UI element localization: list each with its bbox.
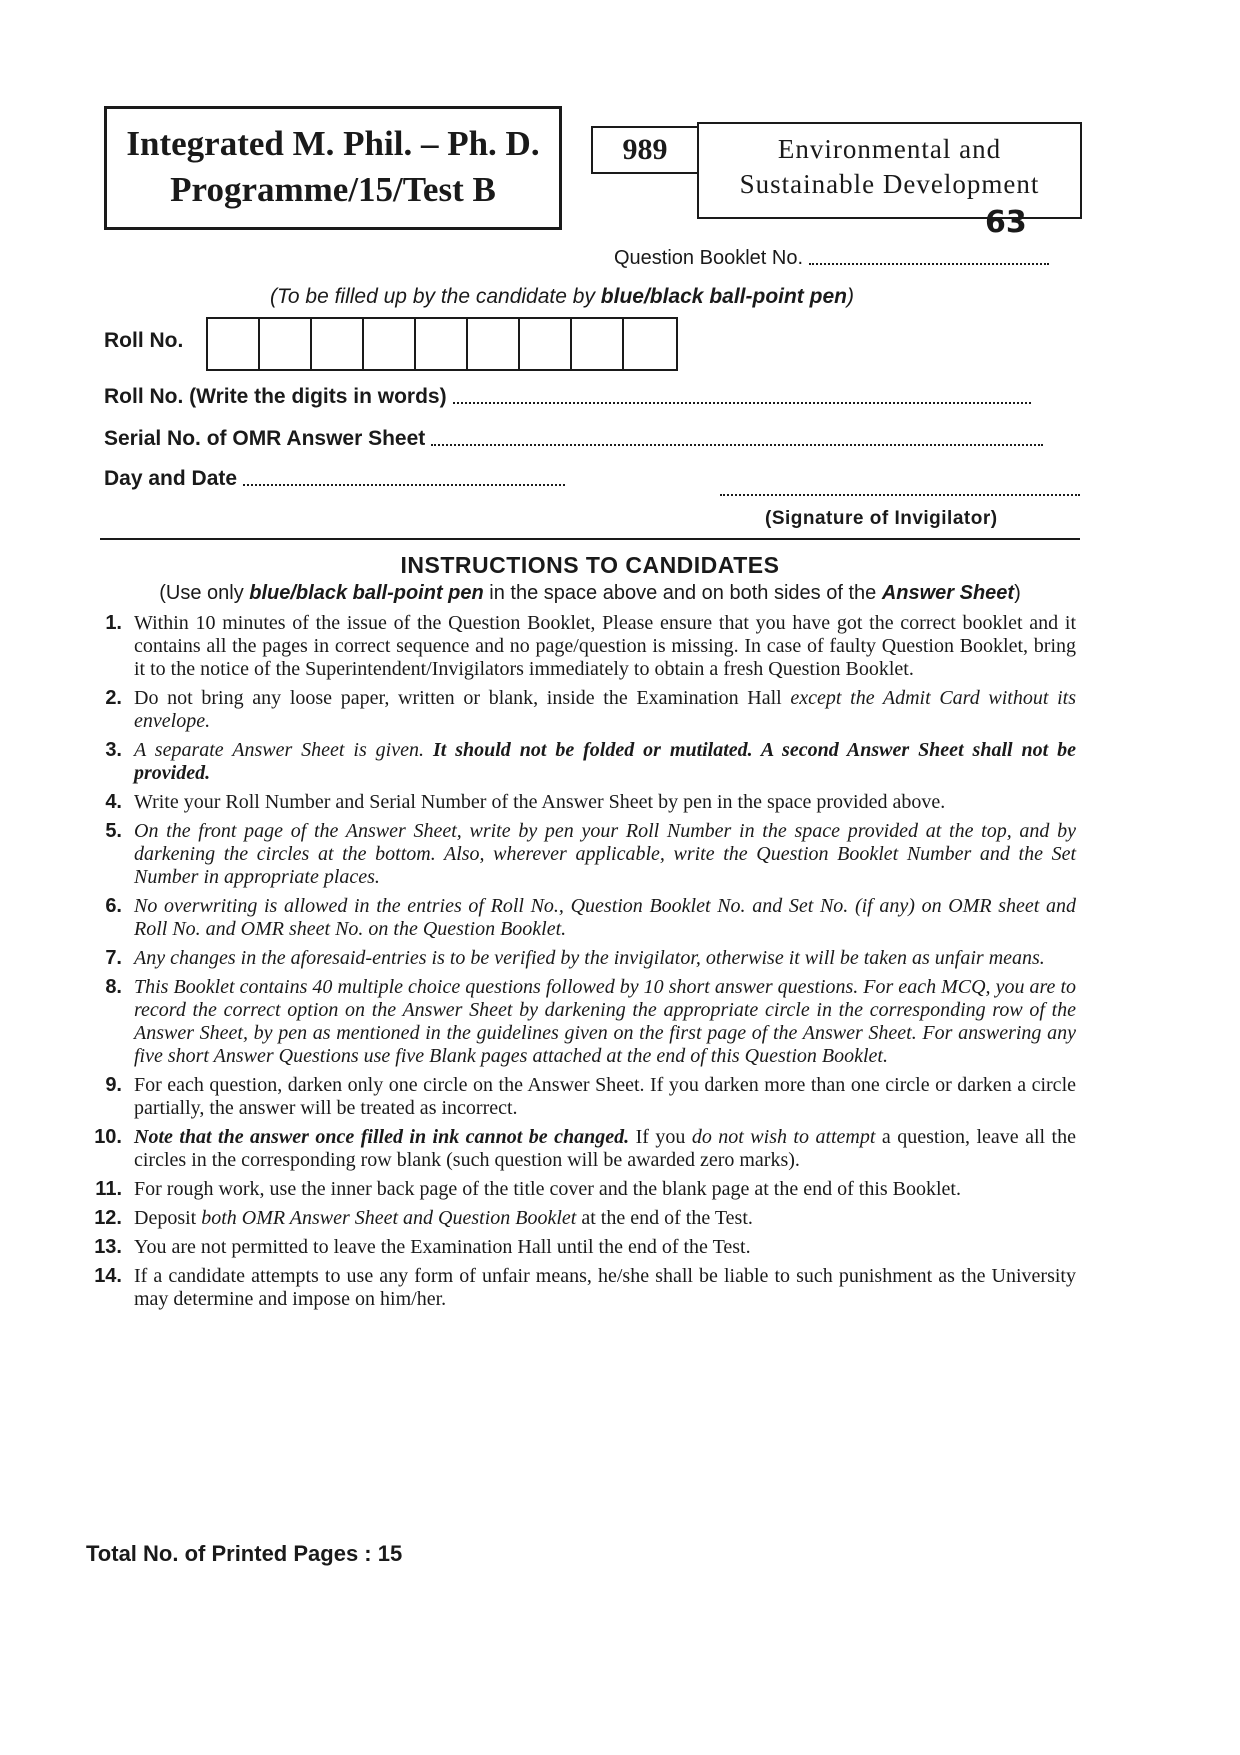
- instruction-text-part: Do not bring any loose paper, written or blank, inside the Examination Hall: [134, 687, 791, 709]
- instruction-text: [134, 791, 1076, 814]
- instruction-number: 4.: [105, 791, 122, 813]
- roll-words-label: Roll No. (Write the digits in words): [104, 385, 447, 408]
- omr-serial-row: [104, 427, 1043, 451]
- instruction-item: [86, 1236, 1076, 1259]
- instruction-item: [86, 1074, 1076, 1120]
- instruction-text-part: do not wish to attempt: [691, 1126, 876, 1148]
- omr-serial-label: Serial No. of OMR Answer Sheet: [104, 427, 426, 450]
- instruction-text: [134, 687, 1076, 733]
- instruction-number: 7.: [105, 947, 122, 969]
- fill-note-text: (To be filled up by the candidate by: [270, 285, 601, 308]
- instruction-text: [134, 739, 1076, 785]
- instruction-text-part: On the front page of the Answer Sheet, write by pen your Roll Number in the space provided at the top, and by darkening the circles at the bottom. Also, wherever applicable, write the Question Booklet Number and the Set Number in appropriate places.: [134, 820, 1076, 888]
- roll-digit-box[interactable]: [572, 319, 624, 369]
- instruction-text-part: No overwriting is allowed in the entries of Roll No., Question Booklet No. and Set No. (if any) on OMR sheet and Roll No. and OMR sheet No. on the Question Booklet.: [134, 895, 1076, 940]
- roll-digit-box[interactable]: [260, 319, 312, 369]
- instruction-item: [86, 1207, 1076, 1230]
- instruction-number: 1.: [105, 612, 122, 634]
- instruction-text: [134, 612, 1076, 681]
- question-booklet-no: [614, 247, 1049, 270]
- instruction-text: [134, 976, 1076, 1068]
- instruction-text-part: except the Admit Card without its envelope.: [134, 687, 1076, 732]
- instruction-text: [134, 895, 1076, 941]
- instruction-number: 3.: [105, 739, 122, 761]
- instruction-item: [86, 739, 1076, 785]
- instruction-item: [86, 947, 1076, 970]
- fill-note: [270, 285, 854, 309]
- sub-answer-sheet: Answer Sheet: [881, 582, 1015, 604]
- instruction-number: 9.: [105, 1074, 122, 1096]
- instruction-text-part: both OMR Answer Sheet and Question Booklet: [201, 1207, 577, 1229]
- instruction-text-part: For rough work, use the inner back page of the title cover and the blank page at the end of this Booklet.: [134, 1178, 961, 1200]
- instruction-text-part: You are not permitted to leave the Examination Hall until the end of the Test.: [134, 1236, 751, 1258]
- day-date-blank[interactable]: [243, 484, 565, 486]
- invigilator-signature-label: (Signature of Invigilator): [765, 508, 998, 529]
- handwritten-number: 63: [985, 205, 1027, 240]
- programme-line-2: Programme/15/Test B: [170, 170, 496, 209]
- omr-serial-blank[interactable]: [431, 444, 1043, 446]
- programme-line-1: Integrated M. Phil. – Ph. D.: [126, 124, 540, 163]
- roll-digit-box[interactable]: [624, 319, 676, 369]
- instruction-text-part: If you: [635, 1126, 692, 1148]
- day-date-label: Day and Date: [104, 467, 238, 490]
- instructions-subheading: [0, 582, 1180, 605]
- roll-no-grid: [206, 317, 678, 371]
- subject-line-2: Sustainable Development: [739, 169, 1040, 199]
- instruction-text-part: For each question, darken only one circle on the Answer Sheet. If you darken more than one circle or darken a circle partially, the answer will be treated as incorrect.: [134, 1074, 1076, 1119]
- instruction-item: [86, 612, 1076, 681]
- invigilator-signature-blank[interactable]: [720, 494, 1080, 496]
- paper-code: 989: [591, 126, 699, 174]
- instructions-list: [86, 612, 1076, 1317]
- roll-digit-box[interactable]: [416, 319, 468, 369]
- instruction-item: [86, 1126, 1076, 1172]
- instruction-text: [134, 1207, 1076, 1230]
- instruction-text: [134, 1265, 1076, 1311]
- sub-text: (Use only: [159, 582, 250, 604]
- fill-note-pen: blue/black ball-point pen: [600, 285, 847, 308]
- instruction-text: [134, 1178, 1076, 1201]
- roll-digit-box[interactable]: [312, 319, 364, 369]
- instruction-text: [134, 820, 1076, 889]
- instruction-item: [86, 687, 1076, 733]
- instruction-item: [86, 1265, 1076, 1311]
- fill-note-close: ): [846, 285, 854, 308]
- instruction-text-part: A separate Answer Sheet is given.: [134, 739, 433, 761]
- roll-digit-box[interactable]: [468, 319, 520, 369]
- instructions-heading: INSTRUCTIONS TO CANDIDATES: [400, 552, 780, 578]
- instruction-text-part: a question, leave all the circles in the corresponding row blank (such question will be awarded zero marks).: [134, 1126, 1076, 1171]
- roll-no-label: Roll No.: [104, 329, 184, 352]
- roll-words-blank[interactable]: [453, 402, 1031, 404]
- roll-words-row: [104, 385, 1031, 409]
- instruction-item: [86, 895, 1076, 941]
- total-pages: Total No. of Printed Pages : 15: [86, 1541, 403, 1566]
- instruction-item: [86, 1178, 1076, 1201]
- instruction-text: [134, 947, 1076, 970]
- sub-close: ): [1014, 582, 1021, 604]
- instruction-item: [86, 820, 1076, 889]
- instruction-text-part: If a candidate attempts to use any form of unfair means, he/she shall be liable to such punishment as the University may determine and impose on him/her.: [134, 1265, 1076, 1310]
- instruction-number: 2.: [105, 687, 122, 709]
- instruction-number: 13.: [94, 1236, 122, 1258]
- question-booklet-label: Question Booklet No.: [614, 247, 803, 269]
- instruction-item: [86, 976, 1076, 1068]
- question-booklet-blank[interactable]: [809, 263, 1049, 265]
- instruction-text-part: Write your Roll Number and Serial Number of the Answer Sheet by pen in the space provided above.: [134, 791, 946, 813]
- instruction-text-part: Note that the answer once filled in ink cannot be changed.: [134, 1126, 636, 1148]
- instruction-text-part: This Booklet contains 40 multiple choice questions followed by 10 short answer questions. For each MCQ, you are to record the correct option on the Answer Sheet by darkening the appropriate circle in the corresponding row of the Answer Sheet, by pen as mentioned in the guidelines given on the first page of the Answer Sheet. For answering any five short Answer Questions use five Blank pages attached at the end of this Question Booklet.: [134, 976, 1076, 1067]
- sub-pen: blue/black ball-point pen: [249, 582, 484, 604]
- instruction-text-part: It should not be folded or mutilated. A second Answer Sheet shall not be provided.: [134, 739, 1076, 784]
- roll-digit-box[interactable]: [520, 319, 572, 369]
- divider: [100, 538, 1080, 540]
- instruction-text: [134, 1126, 1076, 1172]
- instruction-number: 6.: [105, 895, 122, 917]
- roll-digit-box[interactable]: [364, 319, 416, 369]
- instruction-number: 11.: [95, 1178, 122, 1200]
- instruction-number: 12.: [94, 1207, 122, 1229]
- instruction-text: [134, 1074, 1076, 1120]
- instruction-text: [134, 1236, 1076, 1259]
- instruction-text-part: Deposit: [134, 1207, 202, 1229]
- subject-line-1: Environmental and: [777, 134, 1002, 164]
- roll-digit-box[interactable]: [208, 319, 260, 369]
- instruction-text-part: at the end of the Test.: [576, 1207, 753, 1229]
- programme-title-box: [104, 106, 562, 230]
- instruction-text-part: Within 10 minutes of the issue of the Question Booklet, Please ensure that you have got the correct booklet and it contains all the pages in correct sequence and no page/question is missing. In case of faulty Question Booklet, bring it to the notice of the Superintendent/Invigilators immediately to obtain a fresh Question Booklet.: [134, 612, 1076, 680]
- instruction-number: 8.: [105, 976, 122, 998]
- day-date-row: [104, 467, 565, 491]
- sub-text-mid: in the space above and on both sides of the: [483, 582, 882, 604]
- instruction-item: [86, 791, 1076, 814]
- instruction-number: 5.: [105, 820, 122, 842]
- instruction-number: 10.: [94, 1126, 122, 1148]
- instruction-number: 14.: [94, 1265, 122, 1287]
- instruction-text-part: Any changes in the aforesaid-entries is to be verified by the invigilator, otherwise it will be taken as unfair means.: [134, 947, 1045, 969]
